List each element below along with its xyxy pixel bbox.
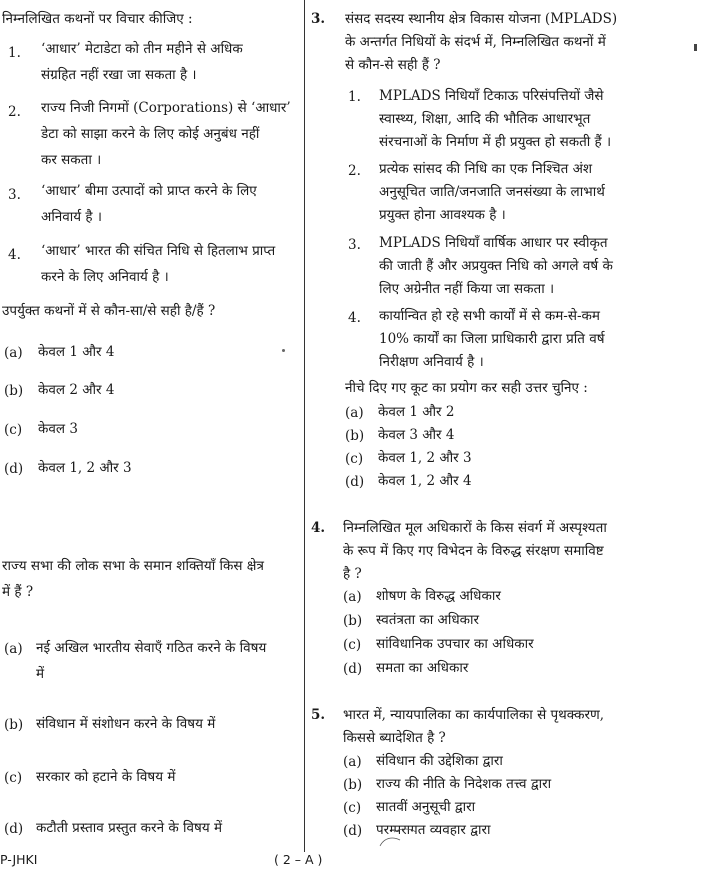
statement-line: अनिवार्य है । bbox=[41, 209, 103, 225]
statement-number: 1. bbox=[8, 45, 21, 61]
option-label: (a) bbox=[4, 345, 23, 361]
option-text: केवल 1, 2 और 3 bbox=[38, 460, 132, 476]
option-label: (d) bbox=[343, 823, 363, 839]
option-text: केवल 1, 2 और 4 bbox=[378, 473, 472, 489]
statement-line: 10% कार्यों का जिला प्राधिकारी द्वारा प्रति वर्ष bbox=[379, 331, 605, 347]
instruction-text: नीचे दिए गए कूट का प्रयोग कर सही उत्तर चुनिए : bbox=[345, 380, 588, 396]
page-number: ( 2 – A ) bbox=[274, 852, 323, 867]
statement-line: संग्रहित नहीं रखा जा सकता है । bbox=[41, 67, 197, 83]
option-label: (a) bbox=[343, 589, 362, 605]
question-intro: निम्नलिखित कथनों पर विचार कीजिए : bbox=[2, 11, 193, 27]
question-number: 4. bbox=[311, 520, 326, 536]
option-text: केवल 2 और 4 bbox=[38, 382, 115, 398]
option-label: (d) bbox=[4, 821, 24, 837]
margin-mark bbox=[694, 44, 697, 51]
option-text: संविधान में संशोधन करने के विषय में bbox=[36, 716, 216, 732]
statement-line: स्वास्थ्य, शिक्षा, आदि की भौतिक आधारभूत bbox=[379, 111, 591, 127]
statement-number: 1. bbox=[348, 89, 361, 105]
ink-dot bbox=[282, 349, 285, 352]
option-label: (a) bbox=[343, 754, 362, 770]
option-text: नई अखिल भारतीय सेवाएँ गठित करने के विषय bbox=[36, 640, 267, 656]
question-text: संसद सदस्य स्थानीय क्षेत्र विकास योजना (MPLADS) bbox=[345, 11, 618, 27]
option-label: (a) bbox=[4, 641, 23, 657]
statement-line: ‘आधार’ मेटाडेटा को तीन महीने से अधिक bbox=[41, 41, 243, 57]
question-text: में हैं ? bbox=[2, 584, 34, 600]
statement-line: की जाती हैं और अप्रयुक्त निधि को अगले वर्ष के bbox=[379, 258, 613, 274]
option-label: (b) bbox=[343, 777, 363, 793]
statement-line: MPLADS निधियाँ टिकाऊ परिसंपत्तियों जैसे bbox=[379, 88, 604, 104]
statement-number: 4. bbox=[348, 310, 361, 326]
statement-line: ‘आधार’ बीमा उत्पादों को प्राप्त करने के लिए bbox=[41, 183, 257, 199]
question-text: राज्य सभा की लोक सभा के समान शक्तियाँ किस क्षेत्र bbox=[2, 558, 264, 574]
question-text: उपर्युक्त कथनों में से कौन-सा/से सही है/हैं ? bbox=[2, 303, 216, 319]
option-label: (c) bbox=[343, 800, 362, 816]
statement-number: 3. bbox=[348, 237, 361, 253]
option-text: स्वतंत्रता का अधिकार bbox=[376, 612, 480, 628]
option-label: (d) bbox=[345, 474, 365, 490]
question-number: 5. bbox=[311, 707, 326, 723]
option-text: केवल 3 और 4 bbox=[378, 427, 455, 443]
option-text: केवल 1 और 4 bbox=[38, 344, 115, 360]
question-text: के रूप में किए गए विभेदन के विरुद्ध संरक्षण समाविष्ट bbox=[343, 543, 604, 559]
option-label: (b) bbox=[343, 613, 363, 629]
statement-line: राज्य निजी निगमों (Corporations) से ‘आधार’ bbox=[41, 100, 291, 116]
column-divider bbox=[304, 0, 305, 852]
option-label: (b) bbox=[345, 428, 365, 444]
option-label: (b) bbox=[4, 383, 24, 399]
option-text: सरकार को हटाने के विषय में bbox=[36, 769, 176, 785]
statement-line: अनुसूचित जाति/जनजाति जनसंख्या के लाभार्थ bbox=[379, 184, 605, 200]
pen-scribble bbox=[370, 822, 450, 852]
option-text: परम्परागत व्यवहार द्वारा bbox=[376, 822, 491, 838]
question-text: के अन्तर्गत निधियों के संदर्भ में, निम्नलिखित कथनों में bbox=[345, 34, 606, 50]
statement-number: 2. bbox=[8, 104, 21, 120]
statement-line: कार्यान्वित हो रहे सभी कार्यों में से कम-से-कम bbox=[379, 308, 600, 324]
option-text: समता का अधिकार bbox=[376, 660, 469, 676]
statement-line: संरचनाओं के निर्माण में ही प्रयुक्त हो सकती हैं । bbox=[379, 134, 612, 150]
option-text: केवल 1 और 2 bbox=[378, 404, 455, 420]
option-text: सांविधानिक उपचार का अधिकार bbox=[376, 636, 534, 652]
option-label: (c) bbox=[4, 770, 23, 786]
option-label: (c) bbox=[343, 637, 362, 653]
option-text: में bbox=[36, 666, 45, 682]
question-text: से कौन-से सही हैं ? bbox=[345, 57, 441, 73]
question-text: भारत में, न्यायपालिका का कार्यपालिका से पृथक्करण, bbox=[343, 707, 605, 723]
option-text: केवल 3 bbox=[38, 421, 78, 437]
option-text: सातवीं अनुसूची द्वारा bbox=[376, 799, 476, 815]
option-text: केवल 1, 2 और 3 bbox=[378, 450, 472, 466]
statement-line: करने के लिए अनिवार्य है । bbox=[41, 269, 169, 285]
option-text: शोषण के विरुद्ध अधिकार bbox=[376, 588, 501, 604]
option-text: राज्य की नीति के निदेशक तत्त्व द्वारा bbox=[376, 776, 552, 792]
question-number: 3. bbox=[311, 11, 326, 27]
statement-line: लिए अग्रेनीत नहीं किया जा सकता । bbox=[379, 281, 555, 297]
statement-line: ‘आधार’ भारत की संचित निधि से हितलाभ प्राप्त bbox=[41, 243, 276, 259]
statement-line: प्रत्येक सांसद की निधि का एक निश्चित अंश bbox=[379, 161, 593, 177]
option-label: (a) bbox=[345, 405, 364, 421]
option-label: (b) bbox=[4, 717, 24, 733]
paper-code: P-JHKI bbox=[0, 852, 38, 867]
option-label: (d) bbox=[4, 461, 24, 477]
statement-line: MPLADS निधियाँ वार्षिक आधार पर स्वीकृत bbox=[379, 235, 608, 251]
statement-line: कर सकता । bbox=[41, 152, 102, 168]
option-label: (c) bbox=[4, 422, 23, 438]
option-label: (d) bbox=[343, 661, 363, 677]
statement-line: डेटा को साझा करने के लिए कोई अनुबंध नहीं bbox=[41, 126, 260, 142]
statement-number: 3. bbox=[8, 187, 21, 203]
option-text: संविधान की उद्देशिका द्वारा bbox=[376, 753, 503, 769]
statement-line: निरीक्षण अनिवार्य है । bbox=[379, 354, 484, 370]
statement-number: 4. bbox=[8, 247, 21, 263]
question-text: किससे ब्यादेशित है ? bbox=[343, 730, 446, 746]
statement-line: प्रयुक्त होना आवश्यक है । bbox=[379, 207, 506, 223]
option-label: (c) bbox=[345, 451, 364, 467]
option-text: कटौती प्रस्ताव प्रस्तुत करने के विषय में bbox=[36, 820, 223, 836]
statement-number: 2. bbox=[348, 163, 361, 179]
question-text: है ? bbox=[343, 566, 362, 582]
question-text: निम्नलिखित मूल अधिकारों के किस संवर्ग में अस्पृश्यता bbox=[343, 520, 607, 536]
